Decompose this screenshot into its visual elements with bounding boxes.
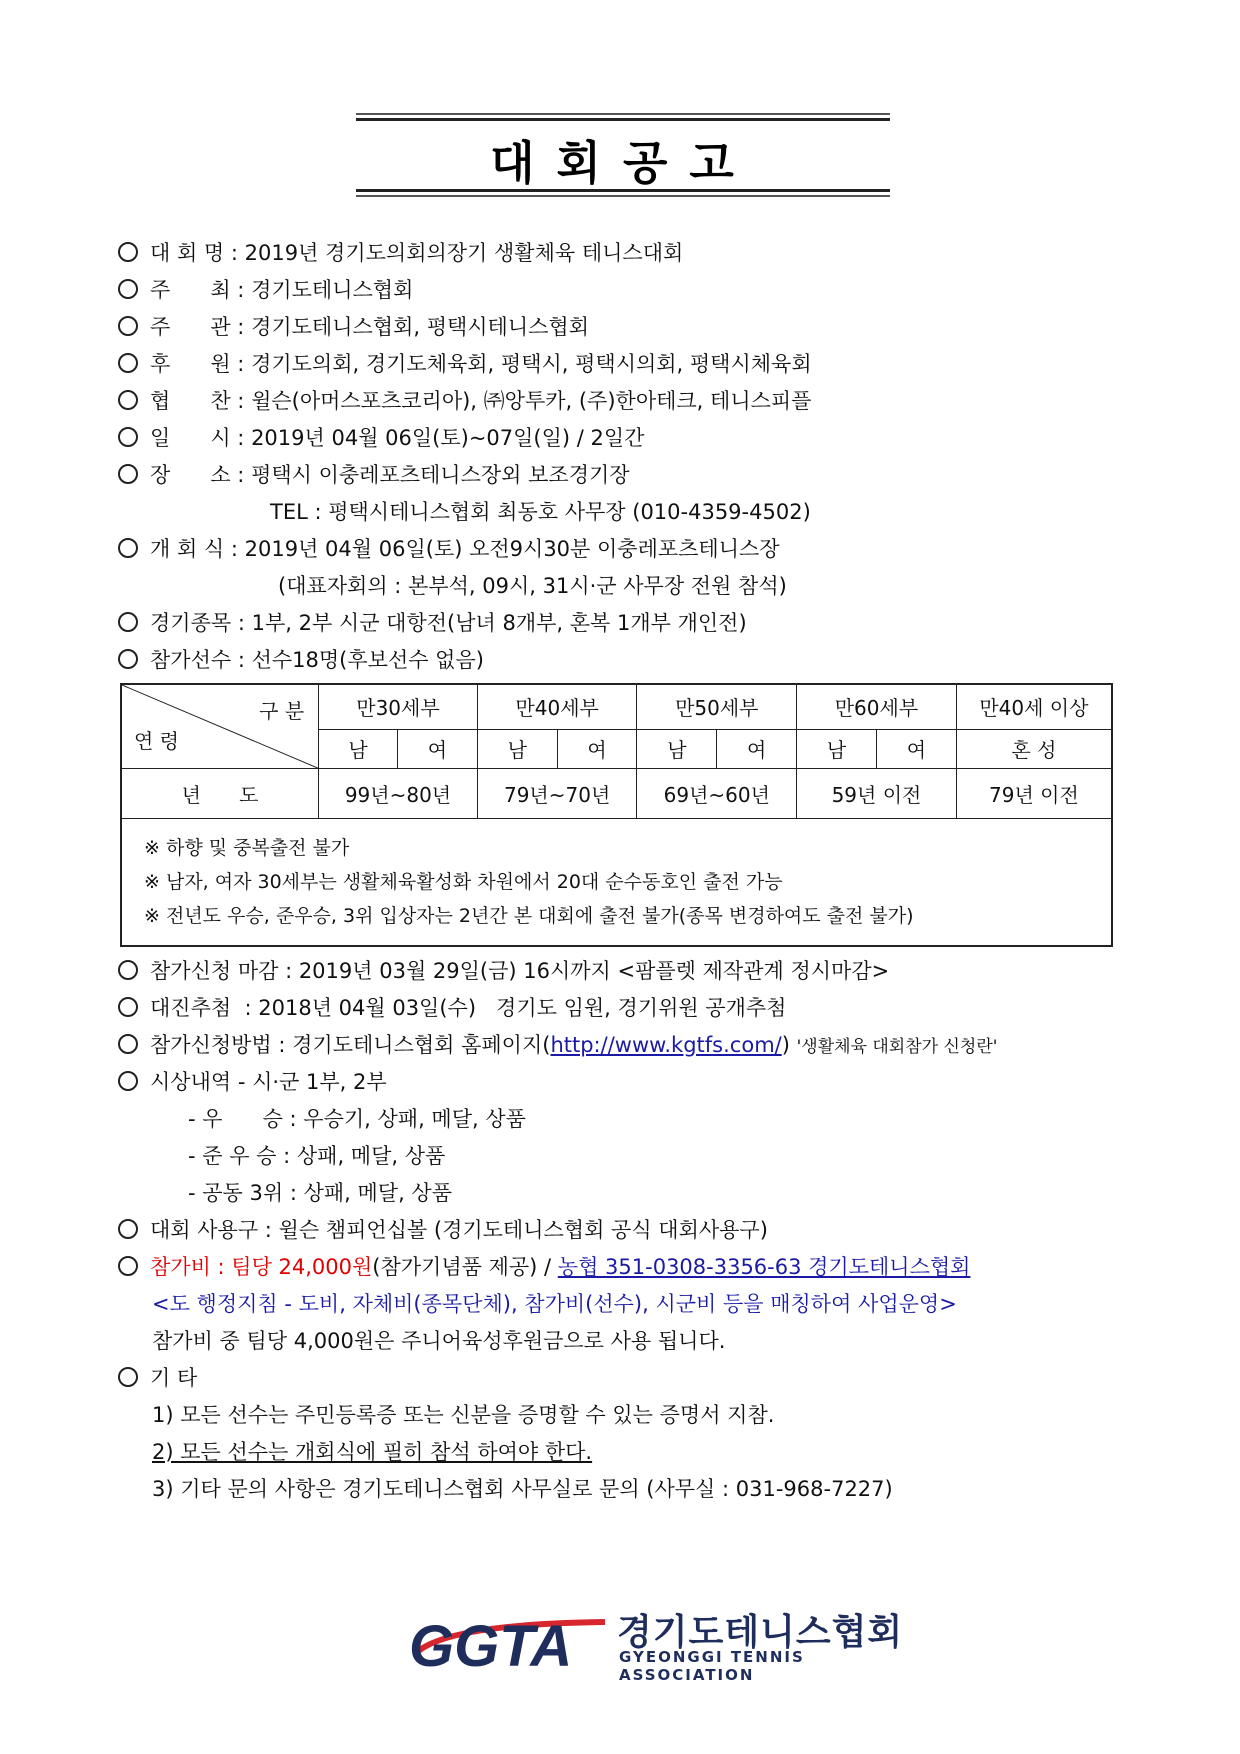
note-line: ※ 전년도 우승, 준우승, 3위 입상자는 2년간 본 대회에 출전 불가(종목 변경하여도 출전 불가) [144,904,914,927]
circle-bullet-icon [118,1367,138,1387]
year-cell: 59년 이전 [797,768,957,818]
fee-row: 참가비 : 팀당 24,000원(참가기념품 제공) / 농협 351-0308-3356-63 경기도테니스협회 [118,1252,970,1282]
circle-bullet-icon [118,997,138,1017]
note-line: ※ 하향 및 중복출전 불가 [144,836,350,859]
gender-cell: 남 [637,729,717,768]
etc-line: 2) 모든 선수는 개회식에 필히 참석 하여야 한다. [152,1440,593,1464]
bank-account: 농협 351-0308-3356-63 경기도테니스협회 [557,1255,971,1279]
circle-bullet-icon [118,316,138,336]
circle-bullet-icon [118,390,138,410]
item-row: 대 회 명 : 2019년 경기도의회의장기 생활체육 테니스대회 [118,238,683,268]
year-cell: 69년~60년 [637,768,797,818]
circle-bullet-icon [118,279,138,299]
logo-english: GYEONGGI TENNIS ASSOCIATION [619,1648,805,1684]
item-row: 개 회 식 : 2019년 04월 06일(토) 오전9시30분 이충레포츠테니스장 [118,534,780,564]
ggta-mark-icon [405,1604,610,1674]
prize-line: - 우 승 : 우승기, 상패, 메달, 상품 [188,1107,526,1131]
gender-cell: 남 [477,729,557,768]
age-table [120,683,1113,947]
etc-title-row: 기 타 [118,1363,197,1393]
apply-row: 참가신청방법 : 경기도테니스협회 홈페이지(http://www.kgtfs.com/) '생활체육 대회참가 신청란' [118,1030,997,1060]
page-title: 대회공고 [490,136,756,190]
item-row: 주 관 : 경기도테니스협회, 평택시테니스협회 [118,312,589,342]
circle-bullet-icon [118,1256,138,1276]
group-header: 만60세부 [797,684,957,729]
item-row: 일 시 : 2019년 04월 06일(토)~07일(일) / 2일간 [118,423,644,453]
circle-bullet-icon [118,649,138,669]
year-label: 년 도 [121,768,319,818]
item-row: 후 원 : 경기도의회, 경기도체육회, 평택시, 평택시의회, 평택시체육회 [118,349,812,379]
circle-bullet-icon [118,464,138,484]
title-box [356,113,890,201]
circle-bullet-icon [118,1219,138,1239]
venue-tel: TEL : 평택시테니스협회 최동호 사무장 (010-4359-4502) [270,500,811,524]
circle-bullet-icon [118,1034,138,1054]
prize-title-row: 시상내역 - 시·군 1부, 2부 [118,1067,387,1097]
draw-row: 대진추첨 : 2018년 04월 03일(수) 경기도 임원, 경기위원 공개추첨 [118,993,786,1023]
prize-line: - 공동 3위 : 상패, 메달, 상품 [188,1181,452,1205]
group-header: 만40세 이상 [956,684,1112,729]
fee-use: 참가비 중 팀당 4,000원은 주니어육성후원금으로 사용 됩니다. [152,1329,726,1353]
svg-text:GGTA: GGTA [409,1614,573,1674]
homepage-link[interactable]: http://www.kgtfs.com/ [550,1033,782,1057]
circle-bullet-icon [118,242,138,262]
ball-row: 대회 사용구 : 윌슨 챔피언십볼 (경기도테니스협회 공식 대회사용구) [118,1215,768,1245]
etc-line: 1) 모든 선수는 주민등록증 또는 신분을 증명할 수 있는 증명서 지참. [152,1403,775,1427]
gender-cell: 남 [319,729,398,768]
etc-line: 3) 기타 문의 사항은 경기도테니스협회 사무실로 문의 (사무실 : 031-968-7227) [152,1477,893,1501]
item-row: 경기종목 : 1부, 2부 시군 대항전(남녀 8개부, 혼복 1개부 개인전) [118,608,747,638]
item-row: 협 찬 : 윌슨(아머스포츠코리아), ㈜앙투카, (주)한아테크, 테니스피플 [118,386,811,416]
prize-line: - 준 우 승 : 상패, 메달, 상품 [188,1144,446,1168]
note-line: ※ 남자, 여자 30세부는 생활체육활성화 차원에서 20대 순수동호인 출전 가능 [144,870,783,893]
deadline-row: 참가신청 마감 : 2019년 03월 29일(금) 16시까지 <팜플렛 제작관계 정시마감> [118,956,889,986]
apply-note: '생활체육 대회참가 신청란' [796,1037,998,1057]
year-cell: 79년 이전 [956,768,1112,818]
circle-bullet-icon [118,427,138,447]
mixed-cell: 혼 성 [956,729,1112,768]
fee-policy: <도 행정지침 - 도비, 자체비(종목단체), 참가비(선수), 시군비 등을 매칭하여 사업운영> [152,1292,957,1316]
gender-cell: 여 [397,729,477,768]
corner-bottom-label: 연 령 [134,729,179,753]
title-rule-bottom [356,189,890,200]
circle-bullet-icon [118,612,138,632]
group-header: 만50세부 [637,684,797,729]
logo-name: 경기도테니스협회 [617,1612,904,1653]
gender-cell: 여 [717,729,797,768]
item-row: 참가선수 : 선수18명(후보선수 없음) [118,645,484,675]
year-cell: 99년~80년 [319,768,478,818]
fee-amount: 참가비 : 팀당 24,000원 [150,1255,373,1279]
circle-bullet-icon [118,353,138,373]
group-header: 만30세부 [319,684,478,729]
gender-cell: 남 [797,729,877,768]
title-rule-top [356,113,890,121]
ceremony-note: (대표자회의 : 본부석, 09시, 31시·군 사무장 전원 참석) [278,574,787,598]
circle-bullet-icon [118,960,138,980]
year-cell: 79년~70년 [477,768,637,818]
circle-bullet-icon [118,538,138,558]
item-row: 장 소 : 평택시 이충레포츠테니스장외 보조경기장 [118,460,630,490]
gender-cell: 여 [557,729,637,768]
group-header: 만40세부 [477,684,637,729]
circle-bullet-icon [118,1071,138,1091]
ggta-logo [405,1604,905,1684]
table-notes [121,818,1112,946]
corner-top-label: 구 분 [259,699,305,723]
gender-cell: 여 [876,729,956,768]
item-row: 주 최 : 경기도테니스협회 [118,275,413,305]
table-corner-cell [121,684,319,768]
